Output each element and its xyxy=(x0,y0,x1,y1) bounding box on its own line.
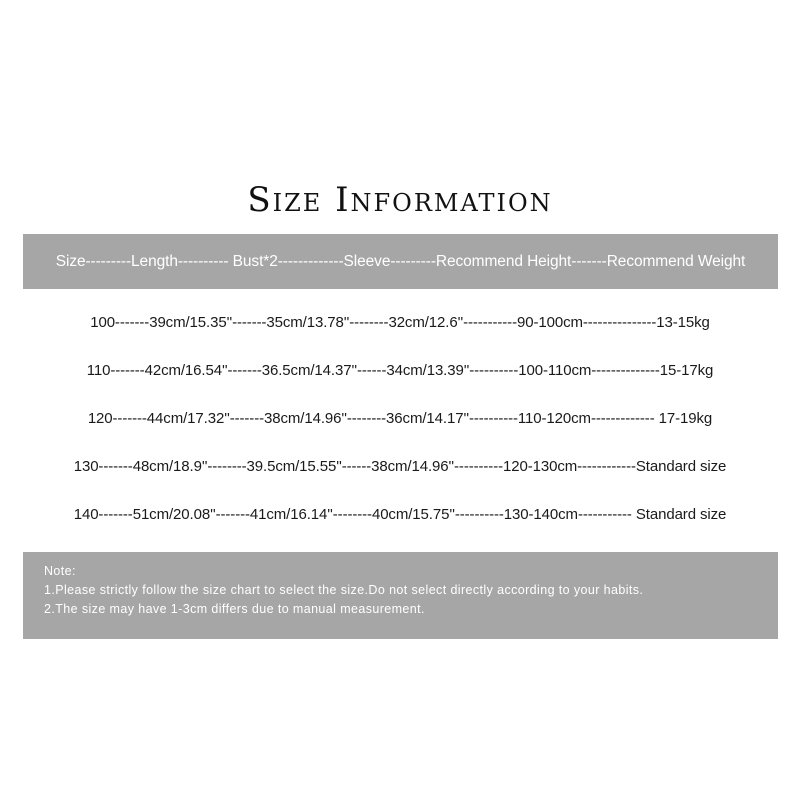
size-row: 140-------51cm/20.08''-------41cm/16.14''--------40cm/15.75''----------130-140cm----------- Standard size xyxy=(73,506,727,523)
page-title: Size Information xyxy=(247,180,553,220)
note-box xyxy=(23,552,778,639)
size-row: 130-------48cm/18.9''--------39.5cm/15.55''------38cm/14.96''----------120-130cm------------Standard size xyxy=(73,458,727,475)
size-row: 110-------42cm/16.54''-------36.5cm/14.37''------34cm/13.39''----------100-110cm--------------15-17kg xyxy=(86,362,714,379)
note-line: 1.Please strictly follow the size chart to select the size.Do not select directly according to your habits. xyxy=(44,583,644,597)
size-row: 100-------39cm/15.35''-------35cm/13.78''--------32cm/12.6''-----------90-100cm---------------13-15kg xyxy=(90,314,710,331)
size-row: 120-------44cm/17.32''-------38cm/14.96''--------36cm/14.17''----------110-120cm------------- 17-19kg xyxy=(87,410,713,427)
note-heading: Note: xyxy=(44,564,76,578)
note-line: 2.The size may have 1-3cm differs due to manual measurement. xyxy=(44,602,425,616)
size-table-header xyxy=(23,234,778,289)
size-table-header-text: Size---------Length---------- Bust*2-------------Sleeve---------Recommend Height-------Recommend Weight xyxy=(55,252,746,270)
